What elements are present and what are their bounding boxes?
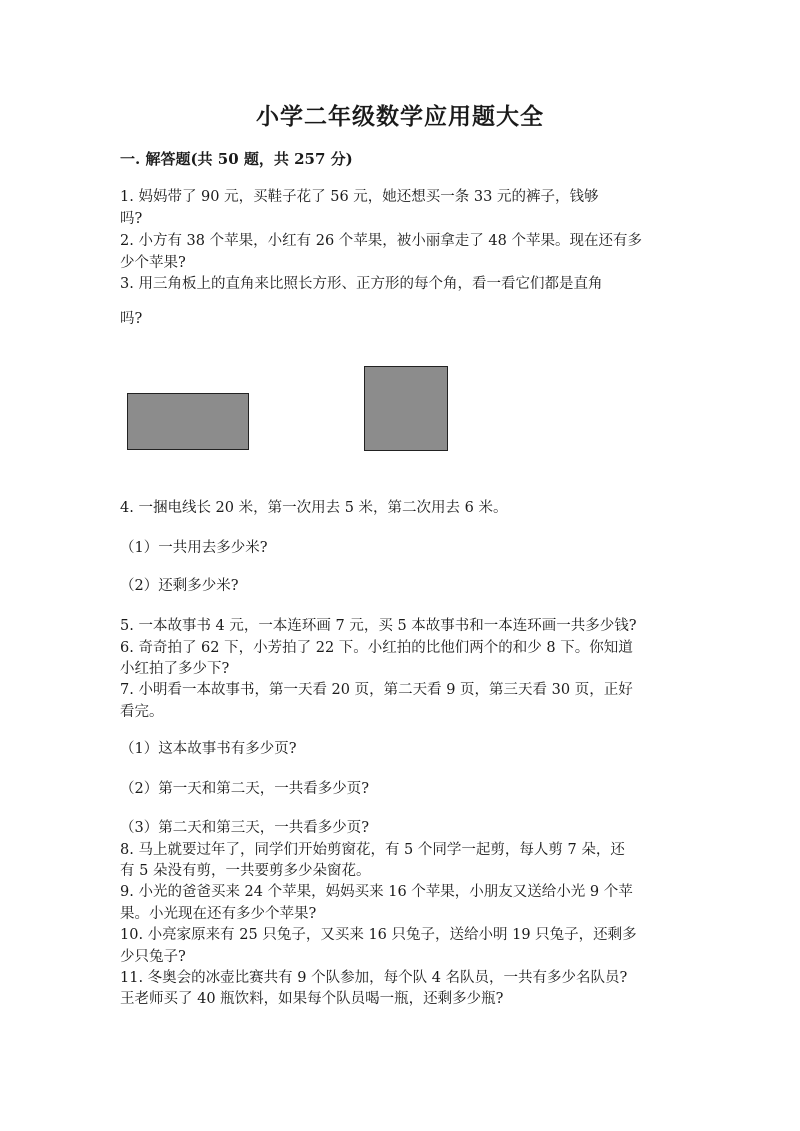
question-9-line-2: 果。小光现在还有多少个苹果? (120, 906, 317, 922)
question-1-line-1: 1. 妈妈带了 90 元，买鞋子花了 56 元，她还想买一条 33 元的裤子，钱够 (120, 189, 599, 205)
rectangle-figure (127, 393, 249, 450)
question-7-part-3: （3）第二天和第三天，一共看多少页? (120, 820, 369, 836)
square-figure (364, 366, 448, 451)
question-11-line-2: 王老师买了 40 瓶饮料，如果每个队员喝一瓶，还剩多少瓶? (120, 991, 504, 1007)
question-3-line-1: 3. 用三角板上的直角来比照长方形、正方形的每个角，看一看它们都是直角 (120, 276, 603, 292)
question-6-line-2: 小红拍了多少下? (120, 661, 230, 677)
question-2-line-1: 2. 小方有 38 个苹果，小红有 26 个苹果，被小丽拿走了 48 个苹果。现在还有多 (120, 233, 642, 249)
section-heading: 一. 解答题(共 50 题，共 257 分) (120, 150, 353, 168)
question-9-line-1: 9. 小光的爸爸买来 24 个苹果，妈妈买来 16 个苹果，小朋友又送给小光 9 个苹 (120, 884, 633, 900)
question-7-line-1: 7. 小明看一本故事书，第一天看 20 页，第二天看 9 页，第三天看 30 页，正好 (120, 682, 633, 698)
question-8-line-1: 8. 马上就要过年了，同学们开始剪窗花，有 5 个同学一起剪，每人剪 7 朵，还 (120, 842, 625, 858)
question-4-line-1: 4. 一捆电线长 20 米，第一次用去 5 米，第二次用去 6 米。 (120, 500, 508, 516)
question-3-line-2: 吗? (120, 311, 143, 327)
question-7-part-1: （1）这本故事书有多少页? (120, 741, 297, 757)
question-8-line-2: 有 5 朵没有剪，一共要剪多少朵窗花。 (120, 863, 371, 879)
page-title: 小学二年级数学应用题大全 (256, 103, 544, 130)
question-7-part-2: （2）第一天和第二天，一共看多少页? (120, 781, 369, 797)
question-7-line-2: 看完。 (120, 704, 164, 720)
question-4-part-2: （2）还剩多少米? (120, 578, 239, 594)
question-5-line-1: 5. 一本故事书 4 元，一本连环画 7 元，买 5 本故事书和一本连环画一共多少钱? (120, 618, 637, 634)
question-1-line-2: 吗? (120, 211, 143, 227)
question-11-line-1: 11. 冬奥会的冰壶比赛共有 9 个队参加，每个队 4 名队员，一共有多少名队员? (120, 970, 628, 986)
question-10-line-1: 10. 小亮家原来有 25 只兔子，又买来 16 只兔子，送给小明 19 只兔子，还剩多 (120, 927, 637, 943)
question-10-line-2: 少只兔子? (120, 949, 186, 965)
question-4-part-1: （1）一共用去多少米? (120, 540, 268, 556)
question-2-line-2: 少个苹果? (120, 255, 186, 271)
question-6-line-1: 6. 奇奇拍了 62 下，小芳拍了 22 下。小红拍的比他们两个的和少 8 下。你知道 (120, 640, 633, 656)
